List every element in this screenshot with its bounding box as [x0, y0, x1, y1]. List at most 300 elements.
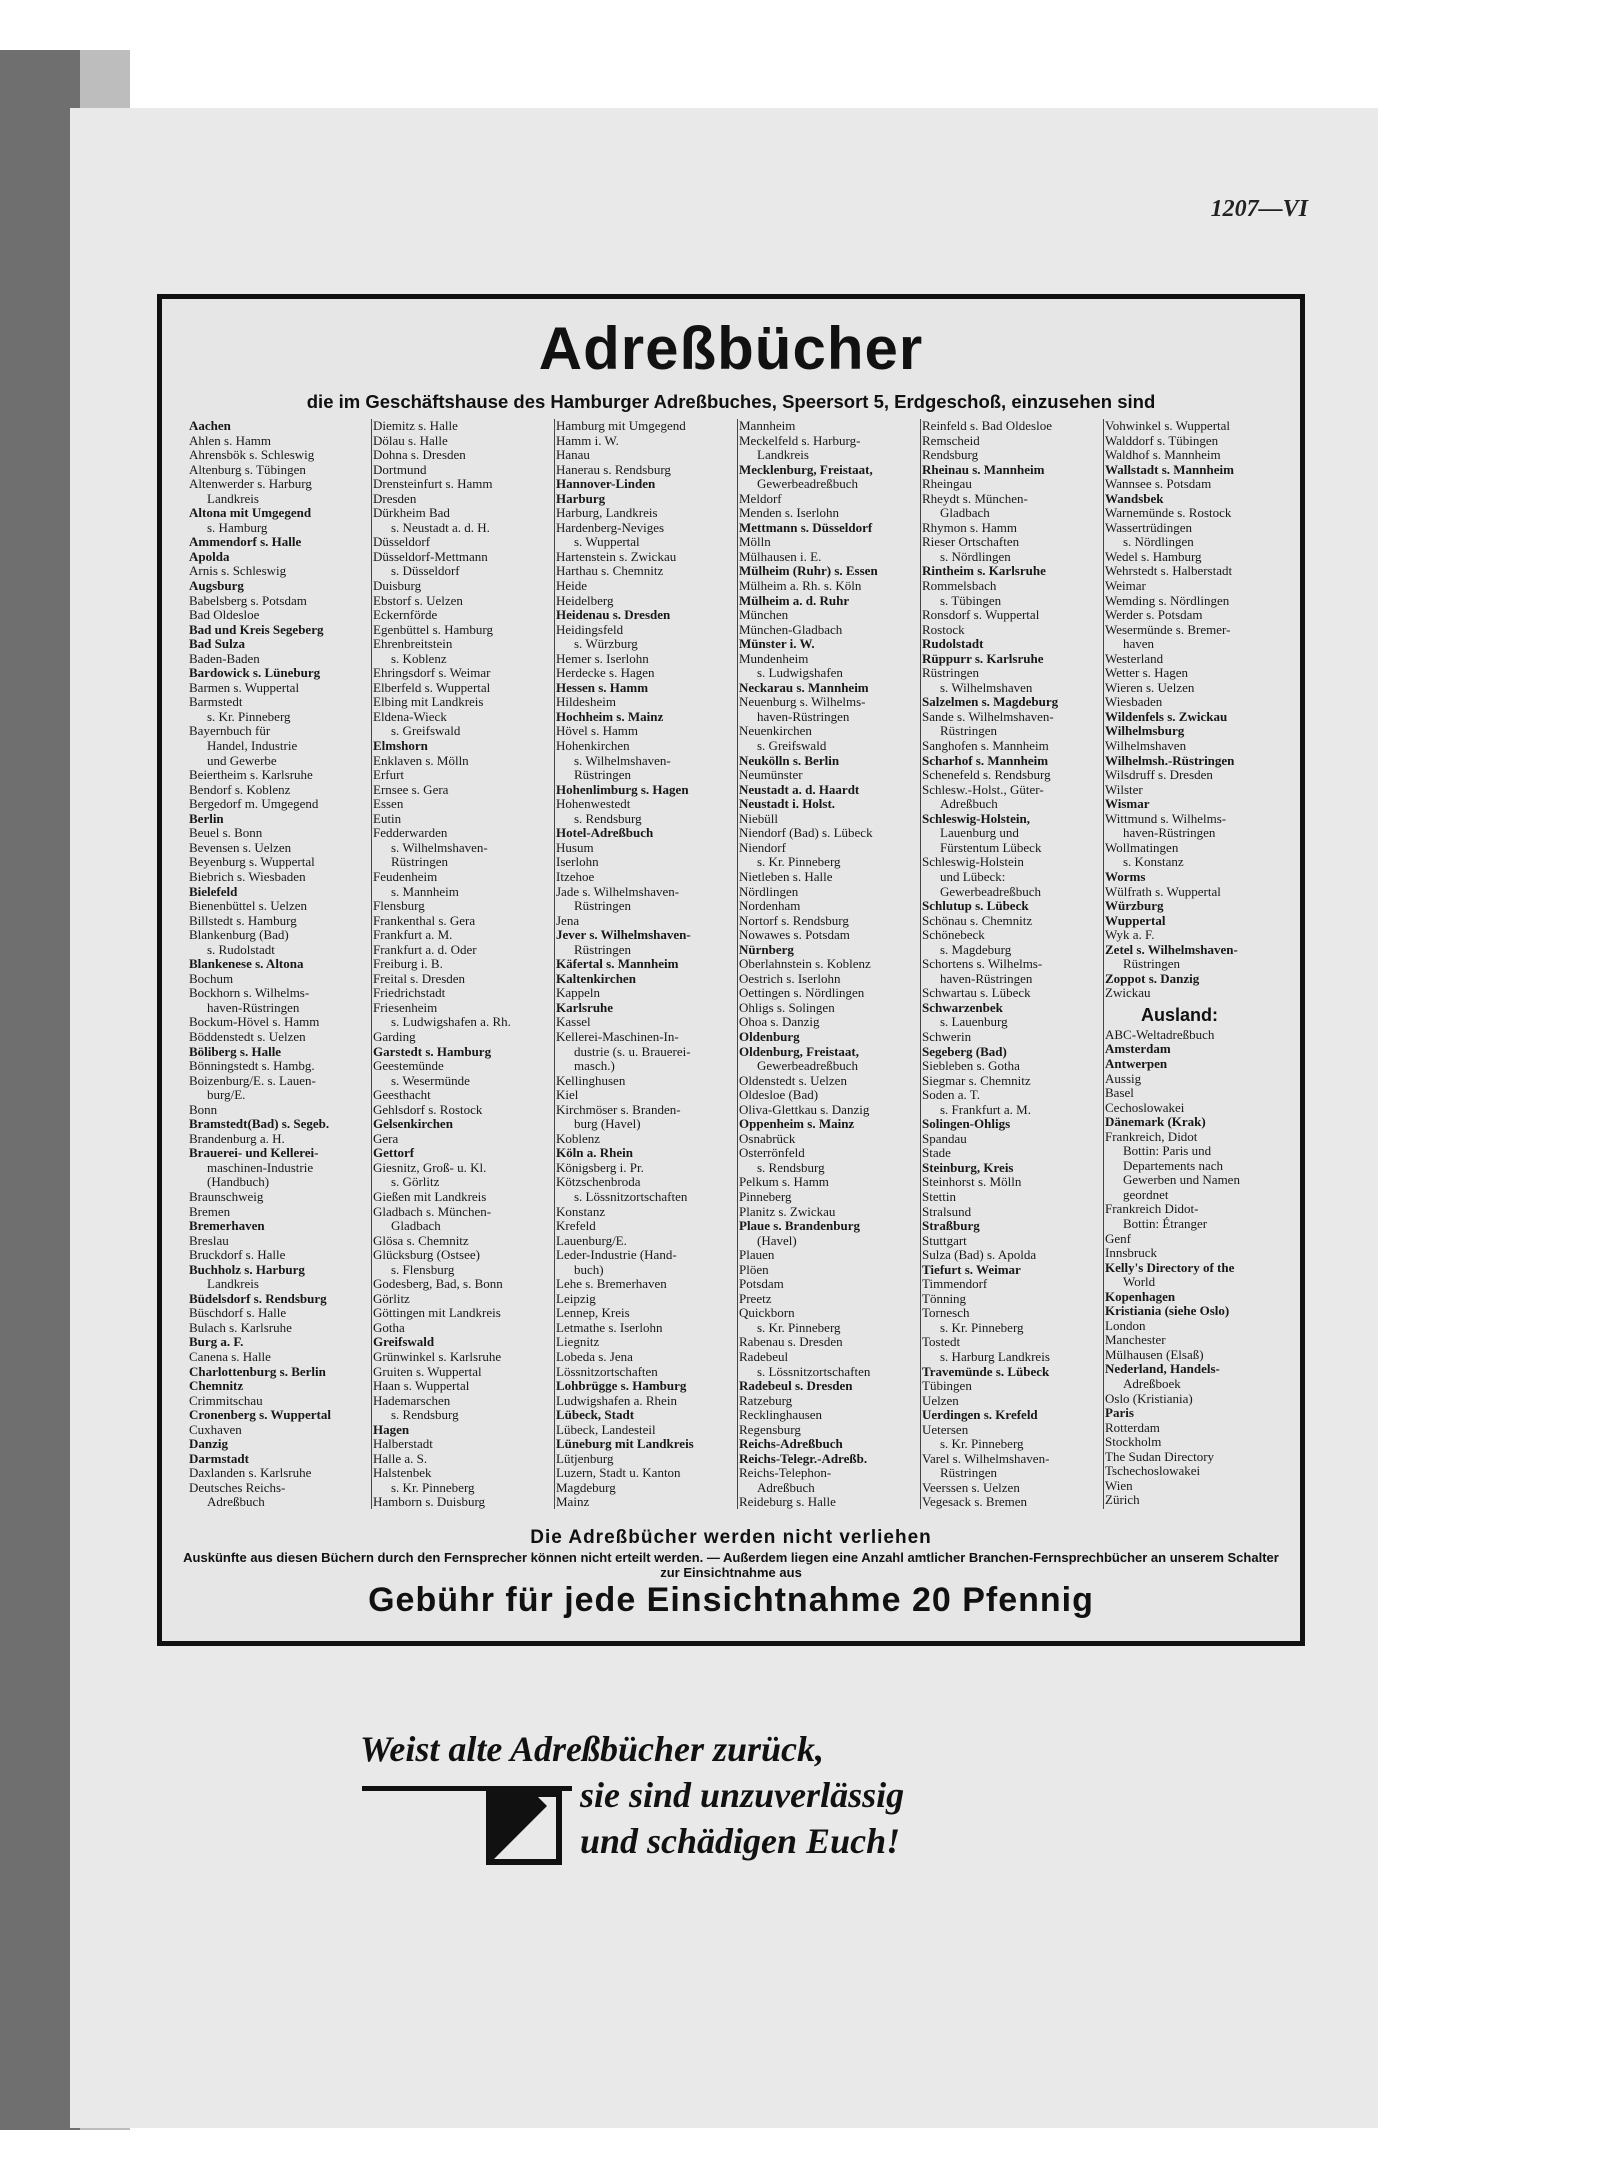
directory-entry: und Gewerbe	[207, 753, 277, 768]
directory-entry: Neustadt i. Holst.	[739, 797, 836, 812]
directory-entry: Crimmitschau	[189, 1393, 263, 1408]
directory-entry: Eckernförde	[373, 608, 438, 623]
directory-entry: Zwickau	[1105, 986, 1151, 1001]
directory-entry: Kaltenkirchen	[556, 971, 636, 986]
directory-column-1	[188, 419, 371, 1509]
directory-entry: Oldenburg, Freistaat,	[739, 1044, 860, 1059]
ausland-heading: Ausland:	[1141, 1004, 1219, 1025]
directory-entry: Stettin	[922, 1189, 956, 1204]
directory-entry: Büdelsdorf s. Rendsburg	[189, 1291, 327, 1306]
directory-entry: s. Rendsburg	[574, 811, 642, 826]
directory-entry: Mölln	[739, 535, 771, 550]
directory-entry: s. Wilhelmshaven-	[574, 753, 671, 768]
directory-entry: Bendorf s. Koblenz	[189, 782, 291, 797]
ausland-entry: Dänemark (Krak)	[1105, 1115, 1206, 1130]
directory-entry: Aachen	[189, 419, 231, 433]
directory-entry: s. Harburg Landkreis	[940, 1350, 1050, 1364]
directory-entry: Rüstringen	[574, 768, 632, 783]
directory-entry: Schönau s. Chemnitz	[922, 913, 1033, 928]
directory-column-5	[920, 419, 1103, 1509]
directory-entry: s. Kr. Pinneberg	[940, 1320, 1024, 1335]
directory-entry: Lauenburg/E.	[556, 1233, 627, 1248]
directory-entry: Frankenthal s. Gera	[373, 913, 476, 928]
directory-entry: Gewerbeadreßbuch	[757, 1059, 859, 1074]
directory-entry: Flensburg	[373, 899, 425, 914]
directory-entry: Hardenberg-Neviges	[556, 520, 665, 535]
directory-entry: Schleswig-Holstein	[922, 855, 1024, 870]
directory-entry: Wandsbek	[1105, 491, 1164, 506]
directory-entry: Plöen	[739, 1262, 769, 1277]
directory-entry: Hohenkirchen	[556, 739, 630, 754]
directory-entry: Neuenkirchen	[739, 724, 812, 739]
directory-entry: Ronsdorf s. Wuppertal	[922, 608, 1040, 623]
directory-entry: Schwarzenbek	[922, 1000, 1003, 1015]
directory-entry: Lobeda s. Jena	[556, 1350, 633, 1364]
directory-entry: Rüstringen	[940, 1466, 998, 1481]
directory-entry: Greifswald	[373, 1335, 435, 1350]
directory-entry: Bielefeld	[189, 884, 238, 899]
directory-entry: Oldesloe (Bad)	[739, 1088, 819, 1103]
directory-entry: Lössnitzortschaften	[556, 1364, 658, 1379]
directory-entry: Wilsdruff s. Dresden	[1105, 768, 1213, 783]
directory-entry: Duisburg	[373, 579, 422, 594]
directory-entry: Neumünster	[739, 768, 803, 783]
directory-entry: Freiburg i. B.	[373, 957, 443, 972]
directory-entry: Wismar	[1105, 797, 1150, 812]
directory-entry: Tornesch	[922, 1306, 970, 1321]
directory-entry: Landkreis	[757, 448, 809, 463]
directory-entry: Hochheim s. Mainz	[556, 709, 664, 724]
directory-entry: Fedderwarden	[373, 826, 448, 841]
directory-entry: Reichs-Telegr.-Adreßb.	[739, 1451, 868, 1466]
directory-entry: Varel s. Wilhelmshaven-	[922, 1451, 1050, 1466]
ausland-entry: Frankreich, Didot	[1105, 1129, 1198, 1144]
directory-entry: s. Greifswald	[757, 739, 827, 754]
directory-entry: Ehrenbreitstein	[373, 637, 453, 652]
directory-entry: haven	[1123, 637, 1155, 652]
directory-entry: Buchholz s. Harburg	[189, 1262, 305, 1277]
directory-entry: Siebleben s. Gotha	[922, 1059, 1020, 1074]
directory-entry: Altenwerder s. Harburg	[189, 477, 312, 492]
directory-entry: Bayernbuch für	[189, 724, 271, 739]
directory-entry: Ebstorf s. Uelzen	[373, 593, 463, 608]
directory-entry: München	[739, 608, 789, 623]
directory-entry: Diemitz s. Halle	[373, 419, 458, 433]
directory-entry: Lehe s. Bremerhaven	[556, 1277, 667, 1292]
directory-entry: Wilhelmshaven	[1105, 739, 1187, 754]
directory-entry: Plauen	[739, 1248, 775, 1263]
directory-entry: Straßburg	[922, 1219, 980, 1234]
directory-entry: Warnemünde s. Rostock	[1105, 506, 1232, 521]
ausland-entry: Amsterdam	[1105, 1042, 1171, 1057]
directory-entry: Timmendorf	[922, 1277, 988, 1292]
ausland-entry: Gewerben und Namen	[1123, 1173, 1240, 1188]
slogan-line-2: sie sind unzuverlässig	[580, 1775, 905, 1815]
ausland-entry: World	[1123, 1275, 1156, 1290]
directory-entry: s. Wesermünde	[391, 1073, 470, 1088]
directory-entry: Daxlanden s. Karlsruhe	[189, 1466, 312, 1481]
directory-entry: Neuenburg s. Wilhelms-	[739, 695, 866, 710]
directory-entry: Baden-Baden	[189, 651, 260, 666]
directory-entry: s. Kr. Pinneberg	[207, 709, 291, 724]
publisher-logo-icon	[486, 1791, 562, 1865]
directory-entry: Halle a. S.	[373, 1451, 428, 1466]
directory-entry: Mülheim (Ruhr) s. Essen	[739, 564, 878, 579]
directory-entry: Elmshorn	[373, 739, 428, 754]
directory-entry: Walddorf s. Tübingen	[1105, 433, 1219, 448]
ausland-entry: Kelly's Directory of the	[1105, 1260, 1235, 1275]
directory-entry: Regensburg	[739, 1422, 801, 1437]
directory-entry: Rommelsbach	[922, 579, 997, 594]
directory-entry: Tostedt	[922, 1335, 961, 1350]
directory-entry: Görlitz	[373, 1291, 410, 1306]
directory-entry: Glücksburg (Ostsee)	[373, 1248, 480, 1263]
directory-entry: Wallstadt s. Mannheim	[1105, 462, 1234, 477]
directory-entry: Babelsberg s. Potsdam	[189, 593, 307, 608]
directory-entry: Krefeld	[556, 1219, 596, 1234]
directory-entry: München-Gladbach	[739, 622, 843, 637]
directory-entry: Stuttgart	[922, 1233, 967, 1248]
directory-entry: Schwerin	[922, 1029, 972, 1044]
directory-entry: Düsseldorf-Mettmann	[373, 549, 488, 564]
directory-entry: Gettorf	[373, 1146, 415, 1161]
directory-entry: Herdecke s. Hagen	[556, 666, 655, 681]
directory-entry: Siegmar s. Chemnitz	[922, 1073, 1031, 1088]
directory-entry: Sanghofen s. Mannheim	[922, 739, 1049, 754]
directory-entry: Braunschweig	[189, 1189, 264, 1204]
directory-entry: Erfurt	[373, 768, 405, 783]
directory-entry: Jade s. Wilhelmshaven-	[556, 884, 680, 899]
directory-entry: Mainz	[556, 1495, 590, 1509]
directory-entry: Koblenz	[556, 1131, 601, 1146]
ad-subtitle: die im Geschäftshause des Hamburger Adreßbuches, Speersort 5, Erdgeschoß, einzusehen sind	[306, 391, 1156, 412]
ad-fee: Gebühr für jede Einsichtnahme 20 Pfennig	[368, 1581, 1094, 1619]
directory-entry: Harburg, Landkreis	[556, 506, 658, 521]
directory-entry: s. Nördlingen	[1123, 535, 1194, 550]
directory-entry: Nürnberg	[739, 942, 794, 957]
directory-entry: Hartenstein s. Zwickau	[556, 549, 677, 564]
directory-entry: Wetter s. Hagen	[1105, 666, 1189, 681]
ausland-entry: Nederland, Handels-	[1105, 1362, 1220, 1377]
directory-entry: Vegesack s. Bremen	[922, 1495, 1028, 1509]
directory-entry: Rüstringen	[391, 855, 449, 870]
ad-footer-heading: Die Adreßbücher werden nicht verliehen	[530, 1527, 932, 1548]
directory-entry: Mecklenburg, Freistaat,	[739, 462, 873, 477]
directory-entry: Rudolstadt	[922, 637, 984, 652]
directory-entry: Sande s. Wilhelmshaven-	[922, 709, 1054, 724]
directory-entry: Osnabrück	[739, 1131, 796, 1146]
directory-entry: Magdeburg	[556, 1480, 616, 1495]
ausland-entry: The Sudan Directory	[1105, 1449, 1215, 1464]
directory-entry: Jena	[556, 913, 580, 928]
directory-entry: Ratzeburg	[739, 1393, 793, 1408]
directory-entry: Rhymon s. Hamm	[922, 520, 1017, 535]
directory-entry: Rieser Ortschaften	[922, 535, 1020, 550]
directory-entry: Wilhelmsh.-Rüstringen	[1105, 753, 1235, 768]
directory-entry: Heidenau s. Dresden	[556, 608, 671, 623]
directory-entry: Iserlohn	[556, 855, 599, 870]
directory-entry: Münster i. W.	[739, 637, 815, 652]
directory-entry: Wassertrüdingen	[1105, 520, 1193, 535]
directory-entry: Luzern, Stadt u. Kanton	[556, 1466, 681, 1481]
directory-entry: Oestrich s. Iserlohn	[739, 971, 841, 986]
directory-entry: Hemer s. Iserlohn	[556, 651, 649, 666]
directory-entry: Chemnitz	[189, 1379, 244, 1394]
directory-entry: Hildesheim	[556, 695, 616, 710]
directory-entry: Mülheim a. d. Ruhr	[739, 593, 850, 608]
directory-entry: Ahlen s. Hamm	[189, 433, 271, 448]
directory-entry: Gewerbeadreßbuch	[940, 884, 1042, 899]
ausland-entry: Bottin: Paris und	[1123, 1144, 1212, 1159]
directory-entry: Harburg	[556, 491, 606, 506]
directory-entry: Soden a. T.	[922, 1088, 981, 1103]
directory-entry: Lüneburg mit Landkreis	[556, 1437, 694, 1452]
directory-entry: Wehrstedt s. Halberstadt	[1105, 564, 1233, 579]
directory-entry: Wiesbaden	[1105, 695, 1163, 710]
directory-entry: s. Kr. Pinneberg	[757, 855, 841, 870]
directory-entry: burg/E.	[207, 1088, 246, 1103]
directory-entry: buch)	[574, 1262, 604, 1277]
column-6-list	[1105, 419, 1286, 1001]
directory-entry: s. Lössnitzortschaften	[574, 1189, 688, 1204]
directory-entry: Barmstedt	[189, 695, 243, 710]
directory-entry: Beiertheim s. Karlsruhe	[189, 768, 313, 783]
directory-entry: Breslau	[189, 1233, 229, 1248]
directory-column-4	[737, 419, 920, 1509]
directory-column-6	[1103, 419, 1286, 1509]
directory-entry: Adreßbuch	[207, 1495, 265, 1509]
directory-entry: s. Kr. Pinneberg	[757, 1320, 841, 1335]
directory-entry: Stade	[922, 1146, 951, 1161]
ausland-entry: Rotterdam	[1105, 1420, 1160, 1435]
directory-entry: Steinburg, Kreis	[922, 1160, 1014, 1175]
directory-entry: Schenefeld s. Rendsburg	[922, 768, 1051, 783]
directory-entry: Friesenheim	[373, 1000, 438, 1015]
directory-entry: Brauerei- und Kellerei-	[189, 1146, 319, 1161]
directory-entry: Stralsund	[922, 1204, 972, 1219]
directory-entry: haven-Rüstringen	[207, 1000, 300, 1015]
directory-entry: Lohbrügge s. Hamburg	[556, 1379, 687, 1394]
directory-entry: Cuxhaven	[189, 1422, 242, 1437]
directory-entry: Ernsee s. Gera	[373, 782, 449, 797]
directory-entry: Mülheim a. Rh. s. Köln	[739, 579, 862, 594]
directory-entry: Dürkheim Bad	[373, 506, 450, 521]
directory-entry: Solingen-Ohligs	[922, 1117, 1011, 1132]
directory-entry: Rostock	[922, 622, 965, 637]
directory-entry: (Havel)	[757, 1233, 797, 1248]
directory-entry: Gelsenkirchen	[373, 1117, 453, 1132]
directory-entry: Plaue s. Brandenburg	[739, 1219, 860, 1234]
directory-entry: Geesthacht	[373, 1088, 431, 1103]
directory-entry: Hessen s. Hamm	[556, 680, 649, 695]
directory-entry: Geestemünde	[373, 1059, 444, 1074]
directory-entry: s. Mannheim	[391, 884, 459, 899]
directory-entry: Wilster	[1105, 782, 1143, 797]
directory-entry: Halberstadt	[373, 1437, 433, 1452]
directory-entry: Gladbach	[391, 1219, 441, 1234]
directory-entry: s. Konstanz	[1123, 855, 1184, 870]
directory-entry: Hannover-Linden	[556, 477, 656, 492]
directory-entry: s. Hamburg	[207, 520, 268, 535]
directory-entry: Bochum	[189, 971, 234, 986]
directory-entry: Canena s. Halle	[189, 1350, 271, 1364]
directory-entry: Bad Sulza	[189, 637, 245, 652]
directory-entry: Garstedt s. Hamburg	[373, 1044, 492, 1059]
directory-entry: Schleswig-Holstein,	[922, 811, 1030, 826]
directory-entry: Oberlahnstein s. Koblenz	[739, 957, 871, 972]
directory-entry: Ohoa s. Danzig	[739, 1015, 820, 1030]
book-spine	[0, 50, 80, 2130]
ausland-entry: Oslo (Kristiania)	[1105, 1391, 1193, 1406]
directory-entry: Ehringsdorf s. Weimar	[373, 666, 491, 681]
directory-entry: Hamm i. W.	[556, 433, 619, 448]
directory-entry: Blankenese s. Altona	[189, 957, 304, 972]
directory-entry: Rüstringen	[574, 942, 632, 957]
directory-column-3	[554, 419, 737, 1509]
directory-entry: Wildenfels s. Zwickau	[1105, 709, 1228, 724]
directory-entry: Handel, Industrie	[207, 739, 298, 754]
ausland-entry: Departements nach	[1123, 1158, 1223, 1173]
directory-entry: Quickborn	[739, 1306, 795, 1321]
directory-entry: Schortens s. Wilhelms-	[922, 957, 1043, 972]
directory-entry: Oettingen s. Nördlingen	[739, 986, 865, 1001]
ausland-entry: Bottin: Étranger	[1123, 1216, 1208, 1231]
directory-entry: s. Lössnitzortschaften	[757, 1364, 871, 1379]
directory-entry: Pinneberg	[739, 1189, 792, 1204]
directory-entry: s. Frankfurt a. M.	[940, 1102, 1031, 1117]
directory-entry: Barmen s. Wuppertal	[189, 680, 300, 695]
directory-entry: Reichs-Telephon-	[739, 1466, 832, 1481]
ausland-entry: Basel	[1105, 1086, 1134, 1101]
directory-entry: Nortorf s. Rendsburg	[739, 913, 849, 928]
ausland-entry: Manchester	[1105, 1333, 1166, 1348]
ausland-entry: Kopenhagen	[1105, 1289, 1176, 1304]
ausland-entry: Innsbruck	[1105, 1246, 1157, 1261]
directory-entry: s. Neustadt a. d. H.	[391, 520, 490, 535]
directory-entry: Tübingen	[922, 1379, 972, 1394]
directory-entry: Remscheid	[922, 433, 980, 448]
directory-entry: Gladbach	[940, 506, 990, 521]
directory-entry: Landkreis	[207, 1277, 259, 1292]
directory-entry: Danzig	[189, 1437, 228, 1452]
ausland-entry: Mülhausen (Elsaß)	[1105, 1347, 1204, 1362]
directory-entry: s. Kr. Pinneberg	[940, 1437, 1024, 1452]
ausland-entry: Stockholm	[1105, 1435, 1162, 1450]
ausland-entry: Paris	[1105, 1406, 1134, 1421]
directory-entry: Wannsee s. Potsdam	[1105, 477, 1212, 492]
directory-entry: Steinhorst s. Mölln	[922, 1175, 1022, 1190]
directory-entry: Reinfeld s. Bad Oldesloe	[922, 419, 1052, 433]
directory-entry: burg (Havel)	[574, 1117, 641, 1132]
directory-entry: Kellinghusen	[556, 1073, 626, 1088]
directory-entry: s. Greifswald	[391, 724, 461, 739]
directory-entry: Rüstringen	[922, 666, 980, 681]
directory-entry: s. Würzburg	[574, 637, 638, 652]
directory-entry: Pelkum s. Hamm	[739, 1175, 829, 1190]
directory-entry: Dortmund	[373, 462, 427, 477]
directory-entry: Scharhof s. Mannheim	[922, 753, 1049, 768]
directory-entry: Oldenstedt s. Uelzen	[739, 1073, 847, 1088]
directory-entry: Letmathe s. Iserlohn	[556, 1320, 663, 1335]
ausland-entry: Frankreich Didot-	[1105, 1202, 1199, 1217]
ausland-entry: Cechoslowakei	[1105, 1100, 1185, 1115]
directory-entry: Frankfurt a. M.	[373, 928, 453, 943]
directory-entry: Wilhelmsburg	[1105, 724, 1185, 739]
directory-entry: Garding	[373, 1029, 416, 1044]
directory-entry: Schlutup s. Lübeck	[922, 899, 1029, 914]
directory-entry: Ammendorf s. Halle	[189, 535, 302, 550]
directory-entry: Cronenberg s. Wuppertal	[189, 1408, 331, 1423]
directory-entry: Mundenheim	[739, 651, 809, 666]
directory-entry: Böliberg s. Halle	[189, 1044, 282, 1059]
directory-entry: Kötzschenbroda	[556, 1175, 641, 1190]
directory-entry: Beyenburg s. Wuppertal	[189, 855, 315, 870]
directory-entry: Reideburg s. Halle	[739, 1495, 836, 1509]
directory-entry: Tönning	[922, 1291, 967, 1306]
directory-entry: Adreßbuch	[940, 797, 998, 812]
directory-entry: Hamborn s. Duisburg	[373, 1495, 486, 1509]
directory-entry: Planitz s. Zwickau	[739, 1204, 836, 1219]
directory-entry: Heidelberg	[556, 593, 614, 608]
directory-entry: (Handbuch)	[207, 1175, 270, 1190]
directory-entry: Karlsruhe	[556, 1000, 614, 1015]
directory-entry: Mülhausen i. E.	[739, 549, 822, 564]
ad-footer-note: Auskünfte aus diesen Büchern durch den Fernsprecher können nicht erteilt werden. — Außerdem liegen eine Anzahl amtlicher Branchen-Fernsprechbücher an unserem Schalter zur Einsichtnahme aus	[183, 1550, 1279, 1580]
directory-entry: Veerssen s. Uelzen	[922, 1480, 1020, 1495]
ausland-entry: Antwerpen	[1105, 1056, 1168, 1071]
directory-entry: Spandau	[922, 1131, 967, 1146]
directory-entry: Fürstentum Lübeck	[940, 840, 1042, 855]
directory-entry: Rendsburg	[922, 448, 979, 463]
slogan-line-1: Weist alte Adreßbücher zurück,	[360, 1729, 825, 1769]
directory-entry: Jever s. Wilhelmshaven-	[556, 928, 691, 943]
directory-entry: s. Görlitz	[391, 1175, 440, 1190]
directory-entry: Darmstadt	[189, 1451, 249, 1466]
directory-entry: und Lübeck:	[940, 869, 1006, 884]
directory-entry: Rüstringen	[574, 899, 632, 914]
directory-entry: Kellerei-Maschinen-In-	[556, 1029, 679, 1044]
ausland-entry: Adreßboek	[1123, 1377, 1181, 1391]
directory-entry: Lauenburg und	[940, 826, 1019, 841]
directory-entry: Potsdam	[739, 1277, 784, 1292]
directory-entry: Hohenwestedt	[556, 797, 631, 812]
directory-entry: Reichs-Adreßbuch	[739, 1437, 843, 1452]
ausland-list	[1105, 1028, 1286, 1508]
ausland-entry: Genf	[1105, 1231, 1131, 1246]
directory-entry: Bienenbüttel s. Uelzen	[189, 899, 308, 914]
directory-entry: s. Rendsburg	[391, 1408, 459, 1423]
directory-entry: Uetersen	[922, 1422, 969, 1437]
directory-entry: haven-Rüstringen	[1123, 826, 1216, 841]
directory-entry: Travemünde s. Lübeck	[922, 1364, 1050, 1379]
directory-entry: Osterrönfeld	[739, 1146, 805, 1161]
directory-entry: Böddenstedt s. Uelzen	[189, 1029, 306, 1044]
directory-entry: Schönebeck	[922, 928, 985, 943]
directory-entry: Freital s. Dresden	[373, 971, 466, 986]
directory-entry: s. Lauenburg	[940, 1015, 1008, 1030]
directory-entry: Oppenheim s. Mainz	[739, 1117, 855, 1132]
directory-entry: Neckarau s. Mannheim	[739, 680, 869, 695]
directory-entry: Königsberg i. Pr.	[556, 1160, 644, 1175]
directory-entry: Liegnitz	[556, 1335, 600, 1350]
directory-entry: Altenburg s. Tübingen	[189, 462, 306, 477]
directory-entry: Husum	[556, 840, 594, 855]
directory-entry: haven-Rüstringen	[940, 971, 1033, 986]
directory-entry: Bramstedt(Bad) s. Segeb.	[189, 1117, 330, 1132]
directory-entry: haven-Rüstringen	[757, 709, 850, 724]
directory-entry: Schlesw.-Holst., Güter-	[922, 782, 1044, 797]
directory-entry: Rheingau	[922, 477, 972, 492]
